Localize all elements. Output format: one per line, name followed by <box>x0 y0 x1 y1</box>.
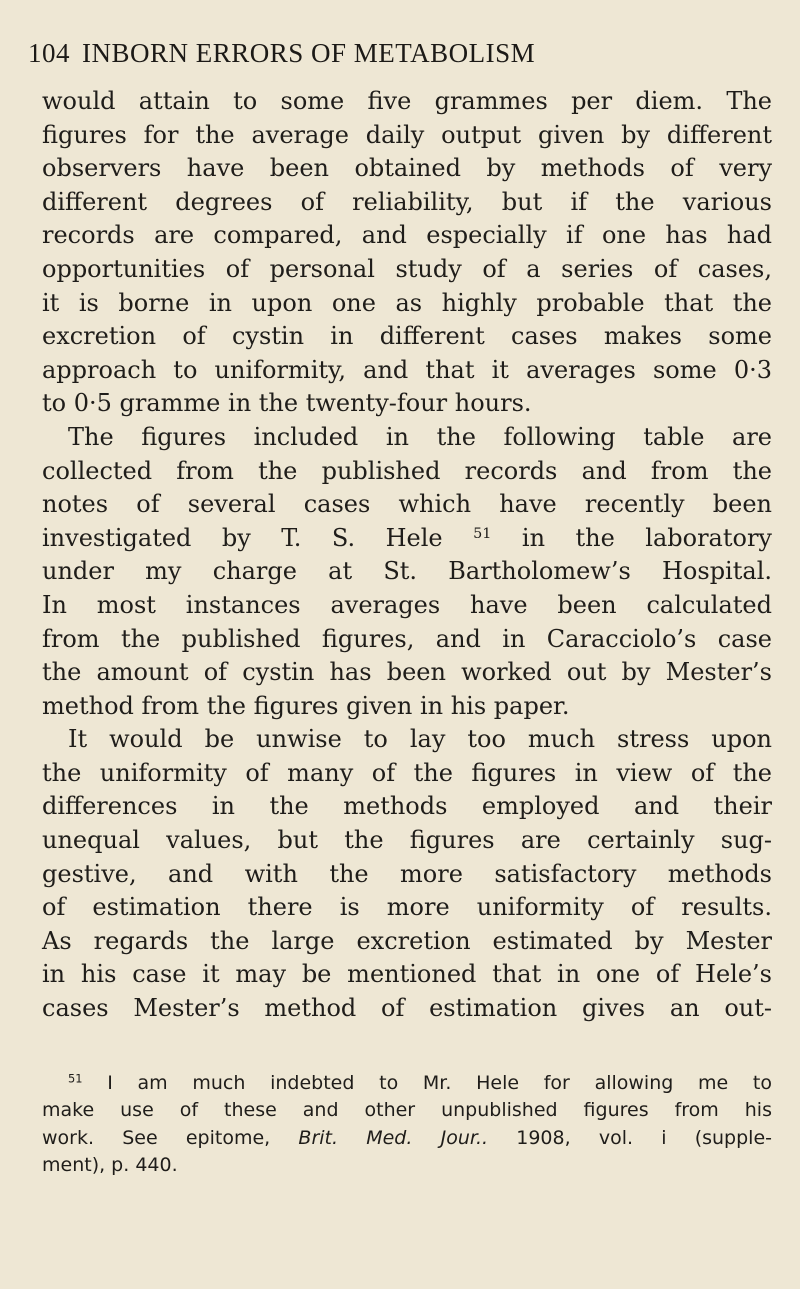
text-line: it is borne in upon one as highly probable that the <box>42 288 772 317</box>
text-line: In most instances averages have been calculated <box>42 590 772 619</box>
page-number: 104 <box>28 38 70 68</box>
text-line: unequal values, but the figures are certainly sug- <box>42 826 772 855</box>
text-line: notes of several cases which have recently been <box>42 490 772 519</box>
paragraph-2 <box>42 421 772 723</box>
text-line: opportunities of personal study of a series of cases, <box>42 254 772 283</box>
paragraph-1 <box>42 85 772 421</box>
text-line: The figures included in the following table are <box>68 422 772 451</box>
text-line: to 0·5 gramme in the twenty-four hours. <box>42 389 532 418</box>
text-line: from the published figures, and in Caracciolo’s case <box>42 624 772 653</box>
journal-title: Brit. Med. Jour.. <box>298 1126 489 1149</box>
text-segment: in the laboratory <box>491 523 772 552</box>
text-line: gestive, and with the more satisfactory methods <box>42 859 772 888</box>
text-line-with-footnote-ref <box>42 522 772 556</box>
text-line: records are compared, and especially if one has had <box>42 221 772 250</box>
text-line: under my charge at St. Bartholomew’s Hospital. <box>42 557 772 586</box>
text-line: the amount of cystin has been worked out by Mester’s <box>42 658 772 687</box>
running-header <box>28 38 768 69</box>
text-line: method from the figures given in his paper. <box>42 691 570 720</box>
text-line: differences in the methods employed and their <box>42 792 772 821</box>
body-text <box>42 85 772 1026</box>
paragraph-3 <box>42 723 772 1025</box>
text-line: excretion of cystin in different cases makes some <box>42 322 772 351</box>
text-line: of estimation there is more uniformity of results. <box>42 893 772 922</box>
text-line: different degrees of reliability, but if the various <box>42 187 772 216</box>
footnote-line <box>42 1125 772 1152</box>
footnote-marker: 51 <box>68 1071 83 1086</box>
text-line: the uniformity of many of the figures in view of the <box>42 758 772 787</box>
text-line: in his case it may be mentioned that in one of Hele’s <box>42 960 772 989</box>
footnote-line <box>42 1070 772 1097</box>
text-segment: investigated by T. S. Hele <box>42 523 474 552</box>
text-segment: work. See epitome, <box>42 1126 299 1149</box>
text-line: figures for the average daily output given by different <box>42 120 772 149</box>
text-line: collected from the published records and from the <box>42 456 772 485</box>
text-line: observers have been obtained by methods of very <box>42 154 772 183</box>
text-line: would attain to some five grammes per diem. The <box>42 87 772 115</box>
footnote-ref-51[interactable]: 51 <box>473 525 492 542</box>
text-segment: I am much indebted to Mr. Hele for allowing me to <box>82 1072 772 1094</box>
text-segment: 1908, vol. i (supple- <box>488 1126 772 1149</box>
footnote-line: make use of these and other unpublished figures from his <box>42 1099 772 1122</box>
text-line: It would be unwise to lay too much stress upon <box>68 725 772 754</box>
text-line: approach to uniformity, and that it averages some 0·3 <box>42 355 772 384</box>
text-line: As regards the large excretion estimated by Mester <box>42 926 772 955</box>
text-line: cases Mester’s method of estimation gives an out- <box>42 994 772 1023</box>
footnote-line: ment), p. 440. <box>42 1153 178 1176</box>
running-title: INBORN ERRORS OF METABOLISM <box>82 38 536 68</box>
footnote <box>42 1070 772 1179</box>
